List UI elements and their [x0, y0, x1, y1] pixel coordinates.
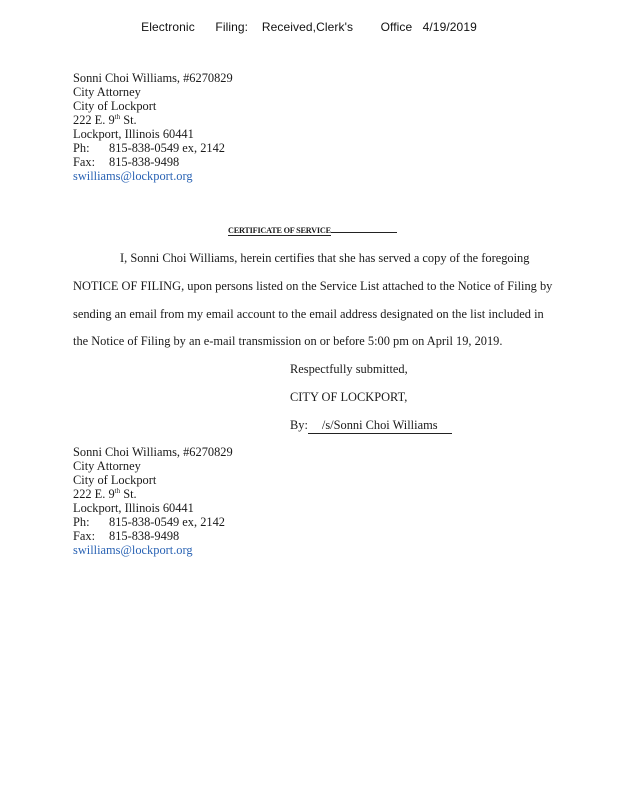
- phone-number: 815-838-0549 ex, 2142: [109, 515, 225, 529]
- attorney-contact-block-top: [73, 71, 233, 183]
- attorney-organization: City of Lockport: [73, 473, 157, 487]
- attorney-name: Sonni Choi Williams, #6270829: [73, 445, 233, 459]
- signature-organization: CITY OF LOCKPORT,: [290, 390, 408, 404]
- address-street: St.: [120, 113, 137, 127]
- address-prefix: 222 E. 9: [73, 113, 115, 127]
- attorney-title: City Attorney: [73, 85, 141, 99]
- attorney-title: City Attorney: [73, 459, 141, 473]
- attorney-street-address: [73, 113, 233, 127]
- address-prefix: 222 E. 9: [73, 487, 115, 501]
- certificate-title: [228, 224, 397, 235]
- fax-number: 815-838-9498: [109, 529, 180, 543]
- fax-label: Fax:: [73, 155, 96, 169]
- signature-by-label: By:: [290, 418, 308, 432]
- certificate-line-2: NOTICE OF FILING, upon persons listed on the Service List attached to the Notice of Filing by: [73, 279, 553, 293]
- phone-label: Ph:: [73, 141, 90, 155]
- fax-number: 815-838-9498: [109, 155, 180, 169]
- certificate-line-4: the Notice of Filing by an e-mail transmission on or before 5:00 pm on April 19, 2019.: [73, 334, 503, 348]
- phone-label: Ph:: [73, 515, 90, 529]
- address-street: St.: [120, 487, 137, 501]
- fax-label: Fax:: [73, 529, 96, 543]
- attorney-name: Sonni Choi Williams, #6270829: [73, 71, 233, 85]
- electronic-filing-stamp: Electronic Filing: Received,Clerk's Office 4/19/2019: [141, 20, 477, 34]
- attorney-street-address: [73, 487, 233, 501]
- attorney-organization: City of Lockport: [73, 99, 157, 113]
- address-ordinal-suffix: th: [114, 486, 121, 495]
- attorney-email-link[interactable]: swilliams@lockport.org: [73, 169, 193, 183]
- attorney-city: Lockport, Illinois 60441: [73, 127, 194, 141]
- signature-name: /s/Sonni Choi Williams: [308, 418, 452, 434]
- attorney-phone: [73, 141, 233, 155]
- certificate-line-3: sending an email from my email account to the email address designated on the list included in: [73, 307, 544, 321]
- attorney-fax: [73, 155, 233, 169]
- certificate-title-underline: [331, 224, 397, 233]
- phone-number: 815-838-0549 ex, 2142: [109, 141, 225, 155]
- signature-by-line: [290, 418, 452, 434]
- attorney-contact-block-bottom: [73, 445, 233, 557]
- attorney-city: Lockport, Illinois 60441: [73, 501, 194, 515]
- attorney-phone: [73, 515, 233, 529]
- attorney-fax: [73, 529, 233, 543]
- signature-closing: Respectfully submitted,: [290, 362, 408, 376]
- certificate-line-1: I, Sonni Choi Williams, herein certifies that she has served a copy of the foregoing: [120, 251, 530, 265]
- address-ordinal-suffix: th: [114, 112, 121, 121]
- certificate-title-text: CERTIFICATE OF SERVICE: [228, 226, 331, 235]
- attorney-email-link[interactable]: swilliams@lockport.org: [73, 543, 193, 557]
